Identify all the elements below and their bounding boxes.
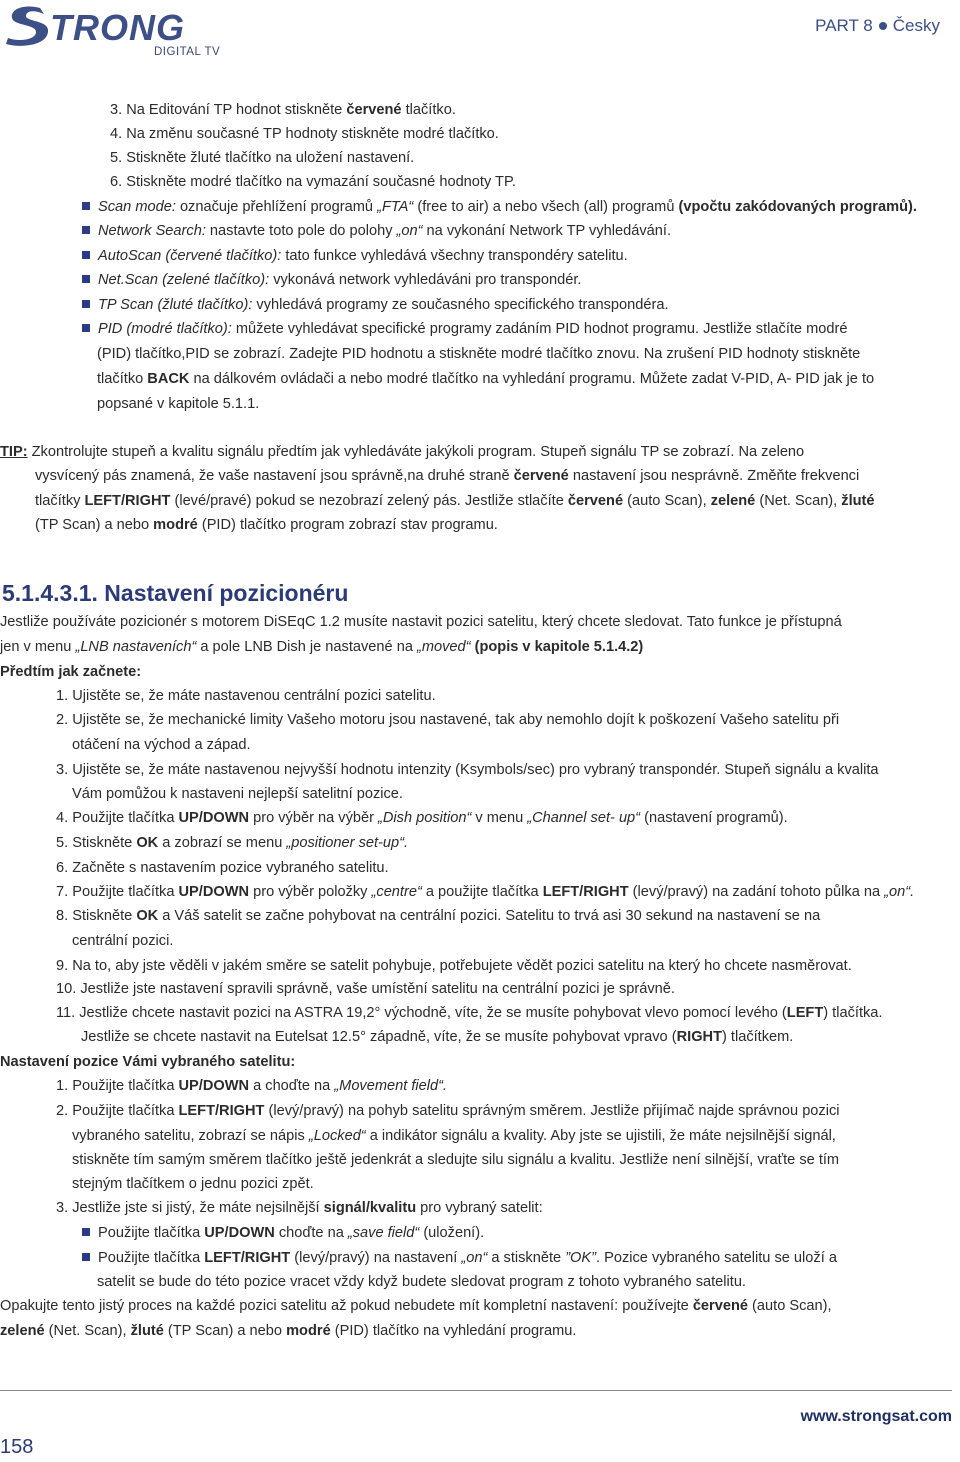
- square-bullet-icon: [82, 251, 90, 259]
- text-segment: (TP Scan) a nebo: [163, 1323, 287, 1339]
- text-line: [97, 1270, 746, 1294]
- text-line: [56, 1196, 543, 1220]
- text-segment: OK: [136, 908, 159, 924]
- text-segment: AutoScan (červené tlačítko):: [98, 248, 282, 264]
- text-segment: zelené: [0, 1323, 45, 1339]
- text-segment: 1. Ujistěte se, že máte nastavenou centrální pozici satelitu.: [56, 688, 436, 704]
- text-segment: Použijte tlačítka: [98, 1250, 205, 1266]
- text-line: [82, 1221, 484, 1245]
- text-line: [82, 195, 917, 219]
- text-segment: Použijte tlačítka: [98, 1225, 205, 1241]
- text-line: [82, 219, 671, 243]
- text-segment: Network Search:: [98, 223, 206, 239]
- text-segment: Opakujte tento jistý proces na každé pozici satelitu až pokud nebudete mít kompletní nastavení: používejte: [0, 1298, 693, 1314]
- square-bullet-icon: [82, 1253, 90, 1261]
- text-segment: můžete vyhledávat specifické programy zadáním PID hodnot programu. Jestliže stlačíte modré: [231, 321, 848, 337]
- text-segment: a stiskněte: [487, 1250, 566, 1266]
- text-segment: 1. Použijte tlačítka: [56, 1078, 179, 1094]
- text-segment: vyhledává programy ze současného specifického transpondéra.: [252, 297, 669, 313]
- section-heading: 5.1.4.3.1. Nastavení pozicionéru: [2, 580, 349, 606]
- text-segment: . Pozice vybraného satelitu se uloží a: [596, 1250, 837, 1266]
- text-segment: (auto Scan),: [623, 493, 711, 509]
- text-segment: pro vybraný satelit:: [416, 1200, 543, 1216]
- text-segment: Jestliže se chcete nastavit na Eutelsat 12.5° západně, víte, že se musíte pohybovat vpravo (: [81, 1029, 677, 1045]
- svg-text:TRONG: TRONG: [50, 7, 185, 48]
- text-line: [82, 317, 847, 341]
- text-line: [56, 1074, 447, 1098]
- text-segment: LEFT/RIGHT: [542, 884, 629, 900]
- text-segment: „Dish position“: [378, 810, 472, 826]
- text-segment: 4. Použijte tlačítka: [56, 810, 179, 826]
- text-segment: žluté: [130, 1323, 164, 1339]
- text-line: [81, 1025, 793, 1049]
- text-segment: tato funkce vyhledává všechny transpondéry satelitu.: [281, 248, 628, 264]
- text-line: [82, 268, 581, 292]
- text-line: [110, 98, 456, 122]
- text-segment: (levý/pravý) na pohyb satelitu správným směrem. Jestliže přijímač najde správnou pozici: [264, 1103, 840, 1119]
- text-segment: otáčení na východ a západ.: [72, 737, 251, 753]
- text-segment: tlačítko: [97, 371, 148, 387]
- text-segment: Scan mode:: [98, 199, 176, 215]
- separator-dot-icon: [879, 22, 887, 30]
- text-segment: (Net. Scan),: [44, 1323, 131, 1339]
- text-segment: „on“: [396, 223, 423, 239]
- square-bullet-icon: [82, 275, 90, 283]
- text-segment: OK: [136, 835, 159, 851]
- text-segment: v menu: [471, 810, 528, 826]
- text-segment: a Váš satelit se začne pohybovat na centrální pozici. Satelitu to trvá asi 30 sekund na nastavení se na: [158, 908, 821, 924]
- text-segment: 3. Jestliže jste si jistý, že máte nejsilnější: [56, 1200, 324, 1216]
- text-segment: centrální pozici.: [72, 933, 174, 949]
- text-line: [35, 513, 498, 537]
- text-line: [72, 1148, 839, 1172]
- text-segment: „LNB nastaveních“: [75, 639, 197, 655]
- text-segment: (free to air) a nebo všech (all) programů: [413, 199, 679, 215]
- text-segment: Jestliže používáte pozicionér s motorem DiSEqC 1.2 musíte nastavit pozici satelitu, který chcete sledovat. Tato funkce je přístupná: [0, 614, 842, 630]
- text-segment: na dálkovém ovládači a nebo modré tlačítko na vyhledání programu. Můžete zadat V-PID, A- PID jak je to: [189, 371, 875, 387]
- text-segment: TIP:: [0, 444, 28, 460]
- part-number: PART 8: [815, 16, 873, 35]
- text-line: [0, 610, 842, 634]
- text-segment: 5. Stiskněte žluté tlačítko na uložení nastavení.: [110, 150, 415, 166]
- text-segment: Předtím jak začnete:: [0, 664, 142, 680]
- square-bullet-icon: [82, 226, 90, 234]
- text-segment: ) tlačítkem.: [722, 1029, 794, 1045]
- square-bullet-icon: [82, 324, 90, 332]
- text-segment: 8. Stiskněte: [56, 908, 137, 924]
- text-segment: a choďte na: [249, 1078, 335, 1094]
- text-segment: (Net. Scan),: [755, 493, 842, 509]
- text-segment: Zkontrolujte stupeň a kvalitu signálu předtím jak vyhledáváte jakýkoli program. Stupeň signálu TP se zobrazí. Na zeleno: [27, 444, 805, 460]
- text-segment: 4. Na změnu současné TP hodnoty stiskněte modré tlačítko.: [110, 126, 499, 142]
- text-line: [0, 1319, 576, 1343]
- text-segment: stejným tlačítkem o jednu pozici zpět.: [72, 1176, 314, 1192]
- text-segment: satelit se bude do této pozice vracet vždy když budete sledovat program z tohoto vybraného satelitu.: [97, 1274, 746, 1290]
- text-line: [72, 782, 403, 806]
- text-line: [110, 146, 414, 170]
- text-segment: 5. Stiskněte: [56, 835, 137, 851]
- part-label: [815, 16, 940, 36]
- text-segment: (PID) tlačítko program zobrazí stav programu.: [197, 517, 498, 533]
- text-segment: (levé/pravé) pokud se nezobrazí zelený pás. Jestliže stlačíte: [170, 493, 568, 509]
- text-segment: vysvícený pás znamená, že vaše nastavení jsou správně,na druhé straně: [35, 468, 514, 484]
- text-line: [0, 660, 141, 684]
- text-segment: 6. Začněte s nastavením pozice vybraného satelitu.: [56, 860, 389, 876]
- text-segment: „on“: [461, 1250, 488, 1266]
- text-line: [56, 1099, 840, 1123]
- text-segment: UP/DOWN: [178, 810, 250, 826]
- text-segment: signál/kvalitu: [323, 1200, 417, 1216]
- strong-logo-icon: [6, 2, 226, 48]
- text-segment: na vykonání Network TP vyhledávání.: [422, 223, 671, 239]
- text-segment: pro výběr na výběr: [249, 810, 379, 826]
- text-segment: „FTA“: [377, 199, 414, 215]
- text-segment: ) tlačítka.: [823, 1005, 883, 1021]
- text-line: [82, 293, 669, 317]
- text-line: [110, 170, 516, 194]
- text-line: [56, 977, 675, 1001]
- text-segment: „positioner set-up“.: [286, 835, 409, 851]
- text-segment: tlačítky: [35, 493, 85, 509]
- text-segment: (TP Scan) a nebo: [35, 517, 154, 533]
- square-bullet-icon: [82, 300, 90, 308]
- text-segment: LEFT/RIGHT: [178, 1103, 265, 1119]
- text-segment: choďte na: [274, 1225, 348, 1241]
- text-line: [97, 342, 860, 366]
- text-segment: „centre“: [371, 884, 422, 900]
- text-segment: (vpočtu zakódovaných programů).: [678, 199, 917, 215]
- text-segment: červené: [346, 102, 402, 118]
- text-segment: UP/DOWN: [178, 1078, 250, 1094]
- text-line: [56, 1001, 882, 1025]
- text-line: [56, 806, 788, 830]
- text-segment: a zobrazí se menu: [158, 835, 287, 851]
- text-segment: „moved“: [417, 639, 471, 655]
- text-segment: UP/DOWN: [178, 884, 250, 900]
- text-segment: stiskněte tím samým směrem tlačítko ještě jedenkrát a sledujte silu signálu a kvalitu. Jestliže není silnější, vraťte se tím: [72, 1152, 840, 1168]
- text-line: [56, 684, 436, 708]
- text-segment: modré: [153, 517, 198, 533]
- page-number: 158: [0, 1436, 34, 1458]
- text-line: [0, 440, 804, 464]
- text-segment: vybraného satelitu, zobrazí se nápis: [72, 1128, 309, 1144]
- text-segment: a indikátor signálu a kvality. Aby jste se ujistili, že máte nejsilnější signál,: [365, 1128, 836, 1144]
- text-segment: ”OK”: [565, 1250, 596, 1266]
- text-segment: UP/DOWN: [204, 1225, 275, 1241]
- text-line: [0, 635, 643, 659]
- text-segment: „save field“: [347, 1225, 420, 1241]
- text-segment: vykonává network vyhledáváni pro transpondér.: [269, 272, 582, 288]
- text-segment: LEFT/RIGHT: [84, 493, 171, 509]
- text-line: [72, 733, 251, 757]
- text-segment: LEFT/RIGHT: [204, 1250, 291, 1266]
- square-bullet-icon: [82, 202, 90, 210]
- text-segment: Nastavení pozice Vámi vybraného satelitu:: [0, 1054, 296, 1070]
- text-line: [0, 1050, 295, 1074]
- text-line: [35, 464, 859, 488]
- text-segment: červené: [513, 468, 569, 484]
- text-segment: PID (modré tlačítko):: [98, 321, 232, 337]
- text-segment: BACK: [147, 371, 190, 387]
- text-segment: „Locked“: [308, 1128, 366, 1144]
- text-segment: (PID) tlačítko na vyhledání programu.: [330, 1323, 577, 1339]
- text-line: [110, 122, 499, 146]
- text-segment: LEFT: [786, 1005, 824, 1021]
- text-segment: 2. Použijte tlačítka: [56, 1103, 179, 1119]
- text-segment: „on“.: [884, 884, 915, 900]
- text-segment: „Channel set- up“: [527, 810, 641, 826]
- text-segment: (levý/pravý) na zadání tohoto půlka na: [628, 884, 885, 900]
- text-segment: (popis v kapitole 5.1.4.2): [474, 639, 644, 655]
- text-segment: 2. Ujistěte se, že mechanické limity Vašeho motoru jsou nastavené, tak aby nemohlo dojít k poškození Vašeho satelitu při: [56, 712, 840, 728]
- text-line: [35, 489, 875, 513]
- text-segment: (nastavení programů).: [640, 810, 788, 826]
- footer-divider: [0, 1390, 952, 1391]
- text-segment: 9. Na to, aby jste věděli v jakém směre se satelit pohybuje, potřebujete vědět pozici satelitu na který ho chcete nasměrovat.: [56, 958, 852, 974]
- text-segment: 3. Na Editování TP hodnot stiskněte: [110, 102, 347, 118]
- text-segment: nastavení jsou nesprávně. Změňte frekvenci: [568, 468, 860, 484]
- text-segment: zelené: [710, 493, 756, 509]
- text-segment: žluté: [841, 493, 875, 509]
- text-line: [97, 392, 259, 416]
- language-label: Česky: [892, 16, 940, 35]
- text-line: [97, 367, 874, 391]
- text-segment: 6. Stiskněte modré tlačítko na vymazání současné hodnoty TP.: [110, 174, 516, 190]
- text-segment: Vám pomůžou k nastaveni nejlepší satelitní pozice.: [72, 786, 403, 802]
- text-line: [56, 880, 914, 904]
- text-segment: TP Scan (žluté tlačítko):: [98, 297, 253, 313]
- text-segment: Net.Scan (zelené tlačítko):: [98, 272, 270, 288]
- text-segment: 7. Použijte tlačítka: [56, 884, 179, 900]
- text-line: [56, 904, 820, 928]
- text-segment: 11. Jestliže chcete nastavit pozici na ASTRA 19,2° východně, víte, že se musíte pohybovat vlevo pomocí levého (: [56, 1005, 787, 1021]
- text-line: [56, 708, 839, 732]
- text-segment: (auto Scan),: [748, 1298, 832, 1314]
- text-line: [72, 929, 173, 953]
- text-segment: červené: [567, 493, 624, 509]
- square-bullet-icon: [82, 1228, 90, 1236]
- text-line: [56, 954, 852, 978]
- text-line: [0, 1294, 832, 1318]
- text-segment: červené: [692, 1298, 748, 1314]
- text-segment: a pole LNB Dish je nastavené na: [196, 639, 417, 655]
- text-line: [82, 1246, 837, 1270]
- text-segment: tlačítko.: [401, 102, 456, 118]
- logo-subtitle: DIGITAL TV: [154, 46, 221, 58]
- text-line: [72, 1124, 836, 1148]
- text-line: [82, 244, 628, 268]
- text-segment: označuje přehlížení programů: [175, 199, 378, 215]
- text-segment: modré: [286, 1323, 331, 1339]
- footer-url: www.strongsat.com: [800, 1408, 952, 1425]
- brand-logo: [6, 2, 226, 64]
- text-segment: 3. Ujistěte se, že máte nastavenou nejvyšší hodnotu intenzity (Ksymbols/sec) pro vybraný transpondér. Stupeň signálu a kvalita: [56, 762, 879, 778]
- text-segment: „Movement field“.: [334, 1078, 448, 1094]
- text-segment: (levý/pravý) na nastavení: [290, 1250, 462, 1266]
- text-line: [56, 758, 879, 782]
- text-line: [56, 831, 408, 855]
- text-segment: (uložení).: [419, 1225, 485, 1241]
- text-segment: nastavte toto pole do polohy: [205, 223, 397, 239]
- text-segment: pro výběr položky: [249, 884, 372, 900]
- text-segment: RIGHT: [676, 1029, 722, 1045]
- text-segment: jen v menu: [0, 639, 76, 655]
- text-line: [56, 856, 389, 880]
- text-segment: 10. Jestliže jste nastavení spravili správně, vaše umístění satelitu na centrální pozici je správně.: [56, 981, 675, 997]
- text-segment: a použijte tlačítka: [421, 884, 543, 900]
- text-segment: (PID) tlačítko,PID se zobrazí. Zadejte PID hodnotu a stiskněte modré tlačítko znovu. Na zrušení PID hodnoty stiskněte: [97, 346, 861, 362]
- text-segment: popsané v kapitole 5.1.1.: [97, 396, 260, 412]
- text-line: [72, 1172, 314, 1196]
